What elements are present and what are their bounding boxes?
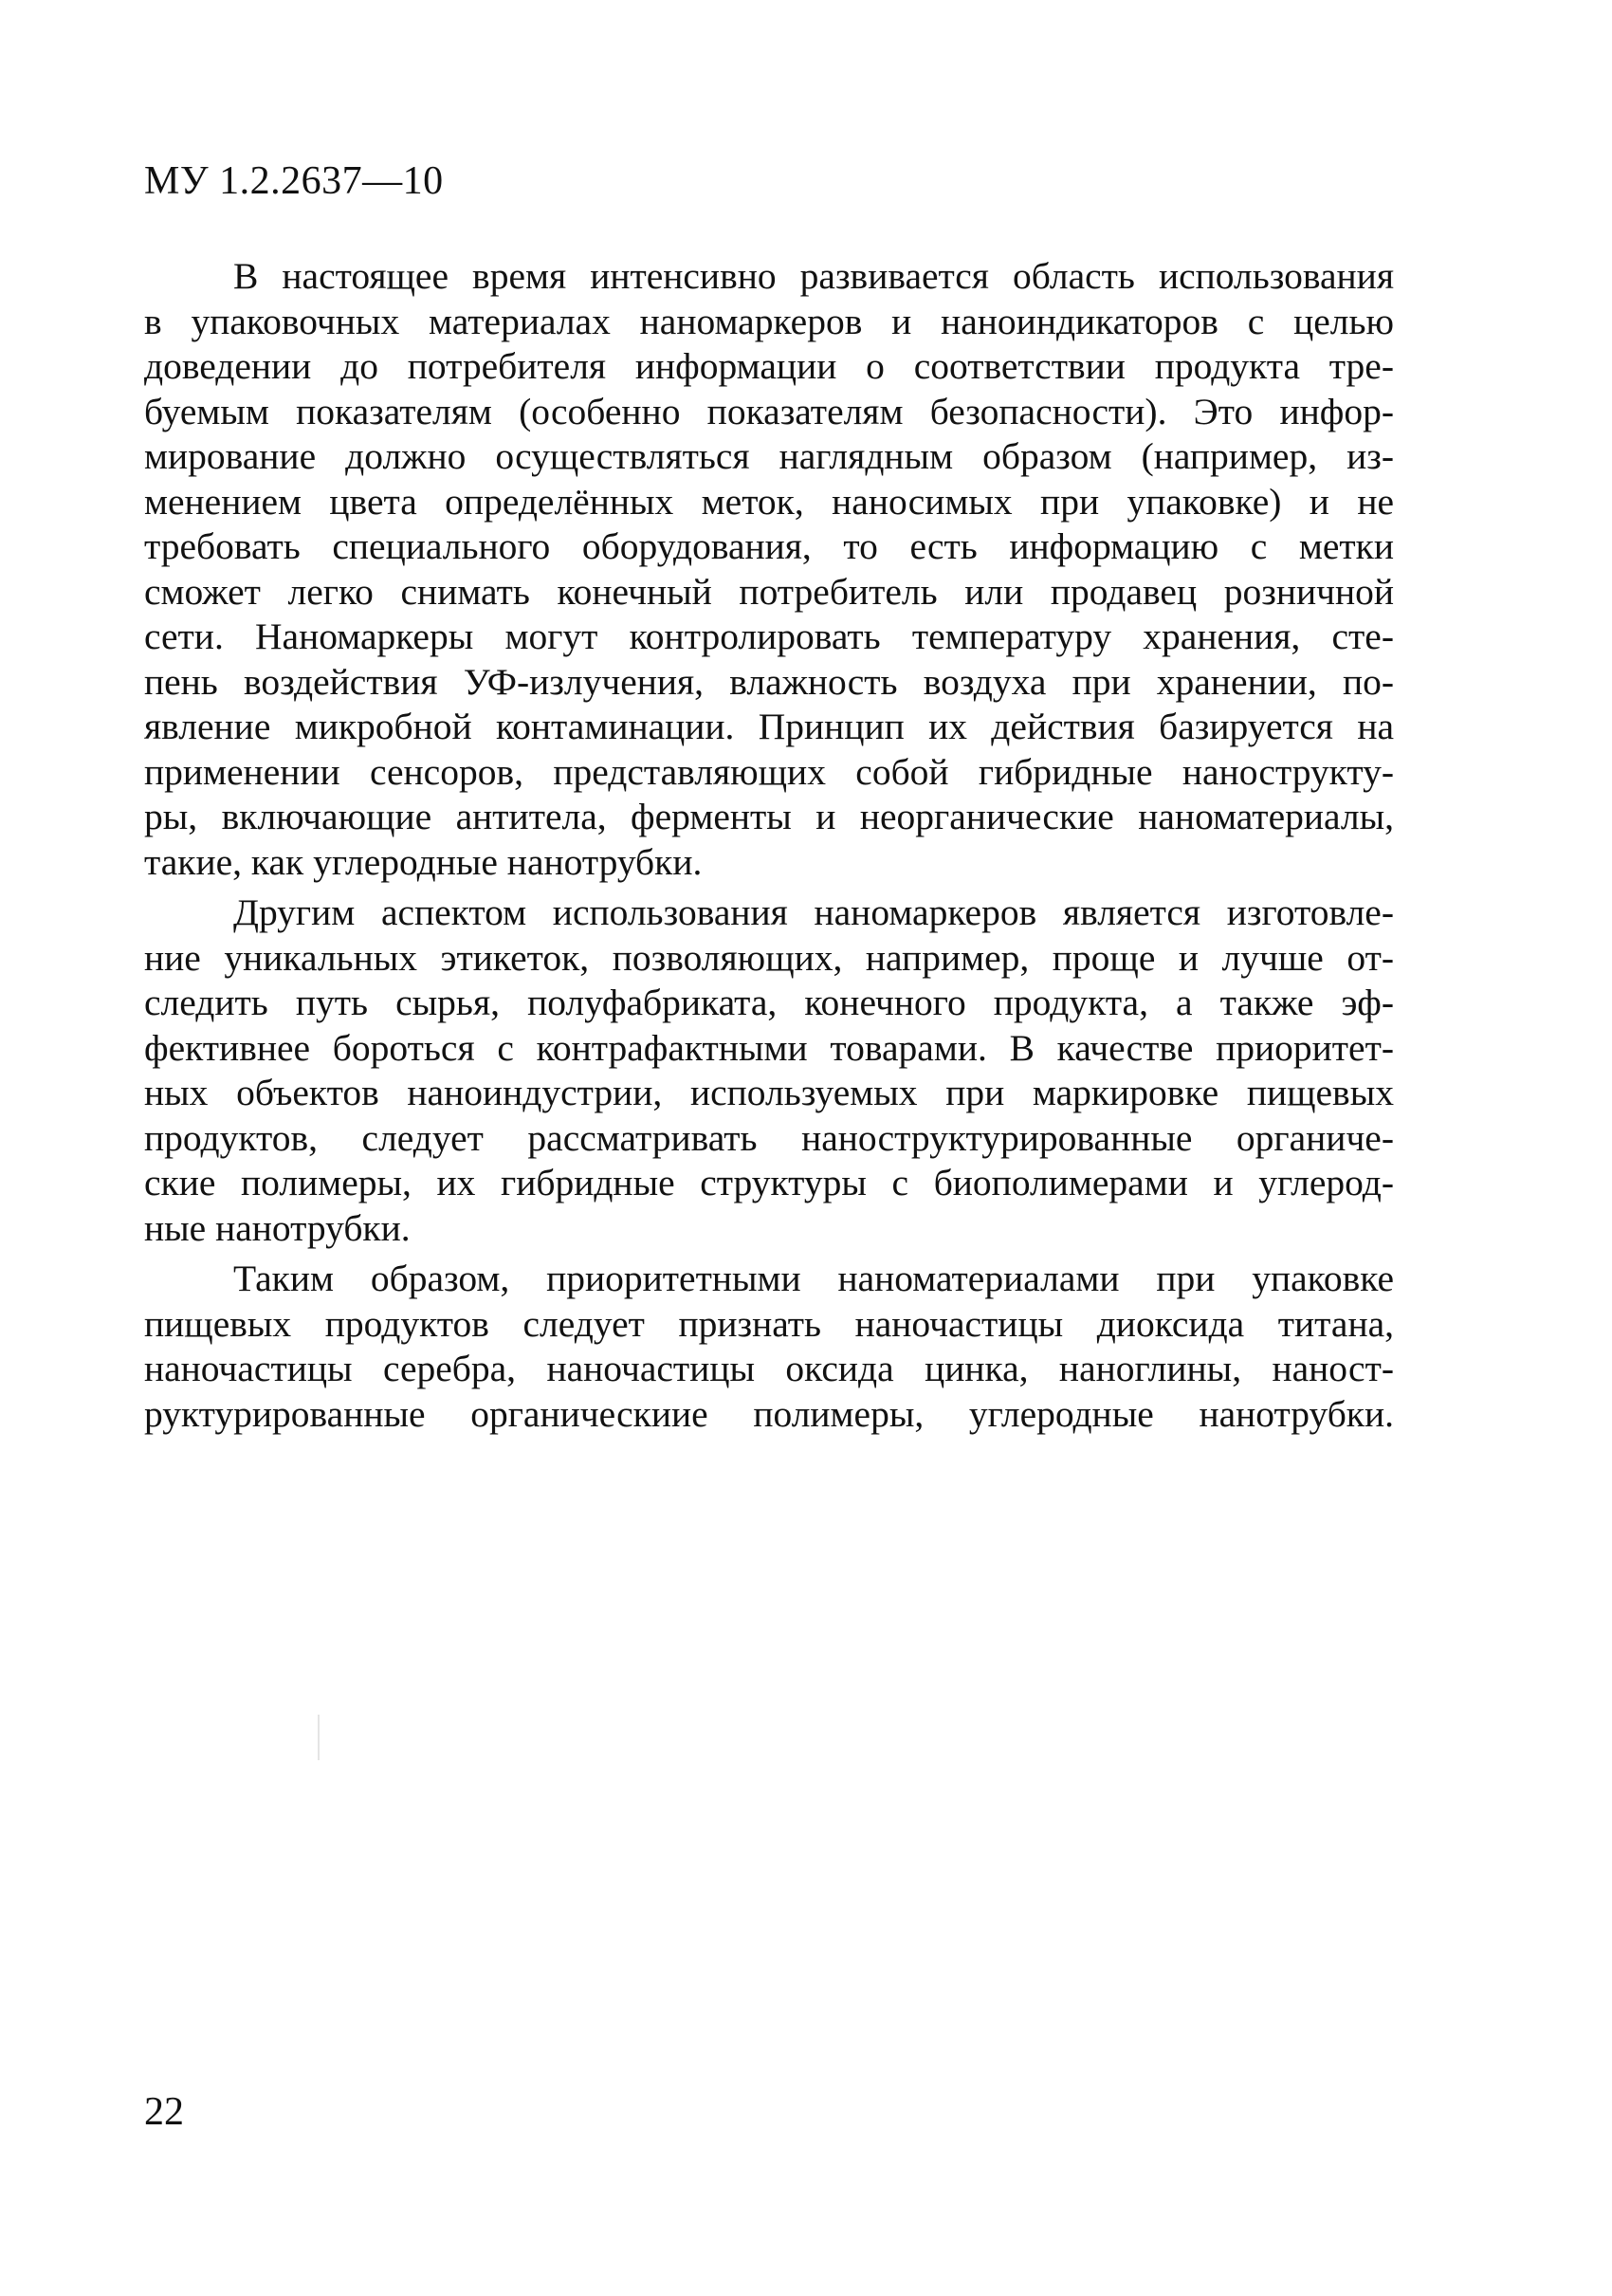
paragraph-2: [144, 891, 1394, 1251]
paragraph-1: [144, 254, 1394, 885]
text-line: менением цвета определённых меток, наносимых при упаковке) и не: [144, 480, 1394, 523]
text-line: пищевых продуктов следует признать наночастицы диоксида титана,: [144, 1302, 1394, 1345]
text-line: ные нанотрубки.: [144, 1206, 411, 1249]
text-line: ние уникальных этикеток, позволяющих, например, проще и лучше от-: [144, 936, 1394, 979]
text-line: буемым показателям (особенно показателям безопасности). Это инфор-: [144, 390, 1394, 432]
body-text: [144, 254, 1394, 1437]
text-line: сможет легко снимать конечный потребитель или продавец розничной: [144, 570, 1394, 613]
page-number: 22: [144, 2090, 184, 2134]
text-line: ские полимеры, их гибридные структуры с биополимерами и углерод-: [144, 1162, 1394, 1203]
text-line: явление микробной контаминации. Принцип их действия базируется на: [144, 706, 1394, 747]
text-line: такие, как углеродные нанотрубки.: [144, 840, 703, 883]
scan-artifact: [318, 1715, 320, 1760]
text-line: фективнее бороться с контрафактными товарами. В качестве приоритет-: [144, 1026, 1394, 1069]
document-code-header: МУ 1.2.2637—10: [144, 159, 444, 203]
paragraph-3: [144, 1257, 1394, 1437]
text-line: В настоящее время интенсивно развивается область использования: [233, 255, 1394, 297]
text-line: Таким образом, приоритетными наноматериалами при упаковке: [233, 1258, 1394, 1299]
text-line: Другим аспектом использования наномаркеров является изготовле-: [233, 891, 1394, 933]
text-line: сети. Наномаркеры могут контролировать температуру хранения, сте-: [144, 615, 1394, 657]
text-line: в упаковочных материалах наномаркеров и наноиндикаторов с целью: [144, 300, 1394, 342]
text-line: продуктов, следует рассматривать наноструктурированные органиче-: [144, 1116, 1394, 1159]
text-line: доведении до потребителя информации о соответствии продукта тре-: [144, 345, 1394, 387]
text-line: наночастицы серебра, наночастицы оксида цинка, наноглины, наност-: [144, 1348, 1394, 1389]
text-line: мирование должно осуществляться наглядным образом (например, из-: [144, 435, 1394, 477]
text-line: ных объектов наноиндустрии, используемых при маркировке пищевых: [144, 1072, 1394, 1113]
text-line: пень воздействия УФ-излучения, влажность воздуха при хранении, по-: [144, 660, 1394, 703]
text-line: ры, включающие антитела, ферменты и неорганические наноматериалы,: [144, 796, 1394, 837]
text-line: руктурированные органическиие полимеры, углеродные нанотрубки.: [144, 1392, 1394, 1435]
text-line: применении сенсоров, представляющих собой гибридные нанострукту-: [144, 750, 1394, 793]
text-line: следить путь сырья, полуфабриката, конечного продукта, а также эф-: [144, 982, 1394, 1023]
text-line: требовать специального оборудования, то есть информацию с метки: [144, 525, 1394, 567]
